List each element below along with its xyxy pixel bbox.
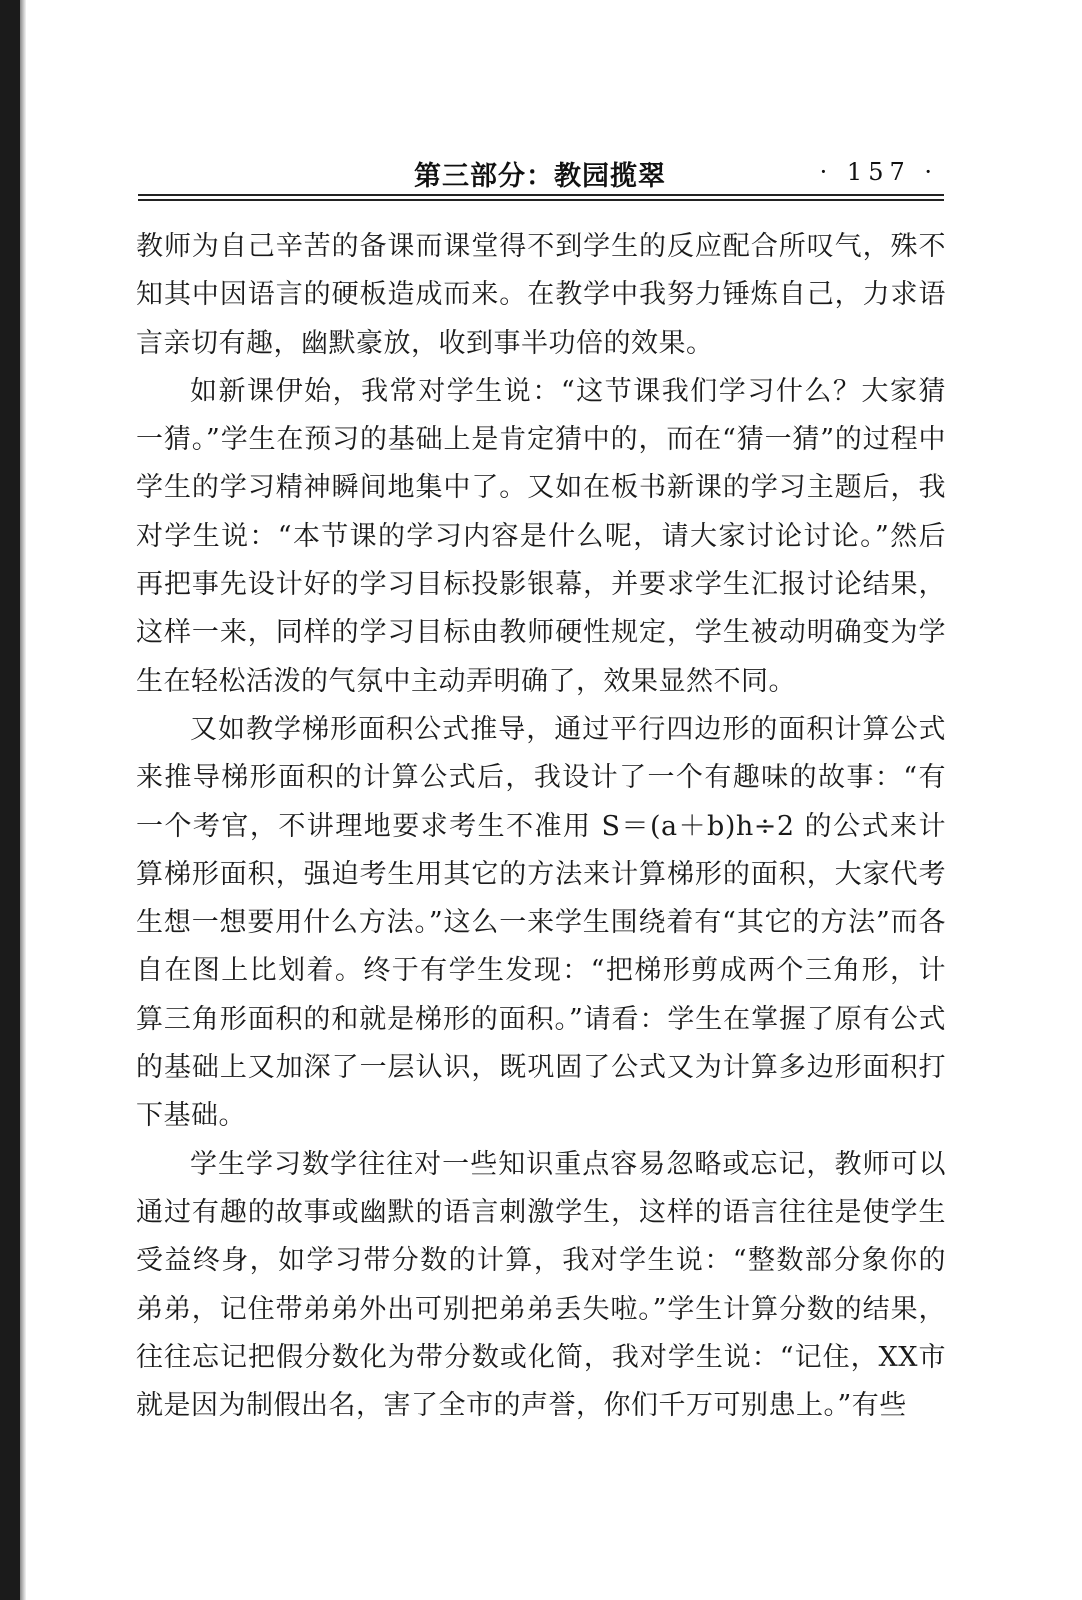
header-rule: [138, 194, 944, 201]
scan-edge-shadow: [20, 0, 26, 1600]
section-title: 第三部分：教园揽翠: [414, 161, 666, 192]
paragraph: 如新课伊始，我常对学生说：“这节课我们学习什么？大家猜一猜。”学生在预习的基础上是肯定猜中的，而在“猜一猜”的过程中学生的学习精神瞬间地集中了。又如在板书新课的学习主题后，我对学生说：“本节课的学习内容是什么呢，请大家讨论讨论。”然后再把事先设计好的学习目标投影银幕，并要求学生汇报讨论结果，这样一来，同样的学习目标由教师硬性规定，学生被动明确变为学生在轻松活泼的气氛中主动弄明确了，效果显然不同。: [136, 375, 946, 697]
paragraph: 又如教学梯形面积公式推导，通过平行四边形的面积计算公式来推导梯形面积的计算公式后，我设计了一个有趣味的故事：“有一个考官，不讲理地要求考生不准用 S＝(a＋b)h÷2 的公式来计算梯形面积，强迫考生用其它的方法来计算梯形的面积，大家代考生想一想要用什么方法。”这么一来学生围绕着有“其它的方法”而各自在图上比划着。终于有学生发现：“把梯形剪成两个三角形，计算三角形面积的和就是梯形的面积。”请看：学生在掌握了原有公式的基础上又加深了一层认识，既巩固了公式又为计算多边形面积打下基础。: [136, 713, 946, 1132]
body-text: [136, 223, 946, 1430]
book-page: [120, 150, 960, 1430]
running-head: [120, 150, 960, 194]
scan-edge: [0, 0, 20, 1600]
paragraph: 学生学习数学往往对一些知识重点容易忽略或忘记，教师可以通过有趣的故事或幽默的语言刺激学生，这样的语言往往是使学生受益终身，如学习带分数的计算，我对学生说：“整数部分象你的弟弟，记住带弟弟外出可别把弟弟丢失啦。”学生计算分数的结果，往往忘记把假分数化为带分数或化简，我对学生说：“记住，XX市就是因为制假出名，害了全市的声誉，你们千万可别患上。”有些: [136, 1148, 946, 1422]
page-number: · 157 ·: [819, 158, 938, 186]
paragraph: 教师为自己辛苦的备课而课堂得不到学生的反应配合所叹气，殊不知其中因语言的硬板造成而来。在教学中我努力锤炼自己，力求语言亲切有趣，幽默豪放，收到事半功倍的效果。: [136, 231, 946, 359]
